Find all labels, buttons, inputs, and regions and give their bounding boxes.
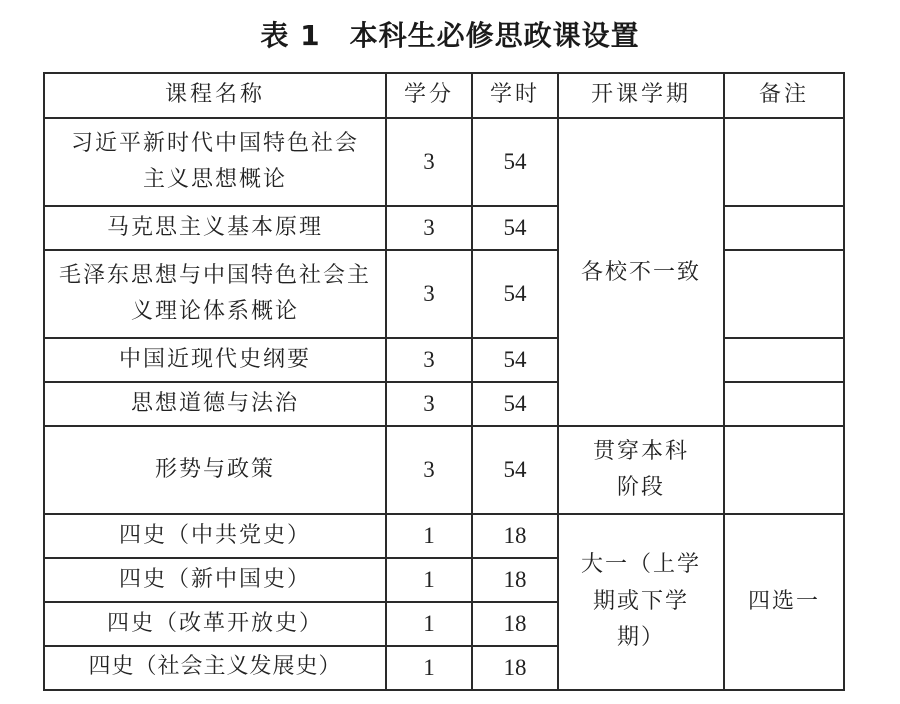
term-four-history: 大一（上学期或下学期）: [558, 514, 724, 690]
note-cell: [724, 382, 844, 426]
hours-value: 54: [472, 118, 558, 206]
hours-value: 54: [472, 426, 558, 514]
header-credit: 学分: [386, 73, 472, 118]
credit-value: 3: [386, 118, 472, 206]
credit-value: 1: [386, 558, 472, 602]
course-name: 形势与政策: [44, 426, 386, 514]
course-name: 毛泽东思想与中国特色社会主义理论体系概论: [44, 250, 386, 338]
credit-value: 1: [386, 514, 472, 558]
note-cell: [724, 338, 844, 382]
table-row: [44, 206, 844, 250]
table-row: [44, 514, 844, 558]
credit-value: 3: [386, 206, 472, 250]
table-title: 表 1 本科生必修思政课设置: [260, 19, 640, 52]
hours-value: 54: [472, 206, 558, 250]
course-name: 习近平新时代中国特色社会主义思想概论: [44, 118, 386, 206]
header-term: 开课学期: [558, 73, 724, 118]
credit-value: 1: [386, 646, 472, 690]
hours-value: 18: [472, 602, 558, 646]
course-name: 四史（改革开放史）: [44, 602, 386, 646]
credit-value: 3: [386, 250, 472, 338]
hours-value: 18: [472, 514, 558, 558]
header-row: [44, 73, 844, 118]
credit-value: 3: [386, 338, 472, 382]
course-name: 中国近现代史纲要: [44, 338, 386, 382]
table-row: [44, 426, 844, 514]
credit-value: 1: [386, 602, 472, 646]
credit-value: 3: [386, 382, 472, 426]
term-policy: 贯穿本科阶段: [558, 426, 724, 514]
hours-value: 54: [472, 338, 558, 382]
table-row: [44, 382, 844, 426]
note-cell: [724, 206, 844, 250]
header-note: 备注: [724, 73, 844, 118]
course-table: [43, 72, 845, 691]
header-hours: 学时: [472, 73, 558, 118]
course-name: 四史（社会主义发展史）: [44, 646, 386, 690]
course-name: 马克思主义基本原理: [44, 206, 386, 250]
table-row: [44, 250, 844, 338]
course-name: 四史（新中国史）: [44, 558, 386, 602]
term-core: 各校不一致: [558, 118, 724, 426]
table-row: [44, 338, 844, 382]
note-cell: [724, 426, 844, 514]
note-cell: [724, 118, 844, 206]
note-cell: [724, 250, 844, 338]
table-row: [44, 118, 844, 206]
credit-value: 3: [386, 426, 472, 514]
course-name: 四史（中共党史）: [44, 514, 386, 558]
note-four-history: 四选一: [724, 514, 844, 690]
hours-value: 18: [472, 646, 558, 690]
course-name: 思想道德与法治: [44, 382, 386, 426]
hours-value: 54: [472, 382, 558, 426]
hours-value: 18: [472, 558, 558, 602]
hours-value: 54: [472, 250, 558, 338]
header-course: 课程名称: [44, 73, 386, 118]
